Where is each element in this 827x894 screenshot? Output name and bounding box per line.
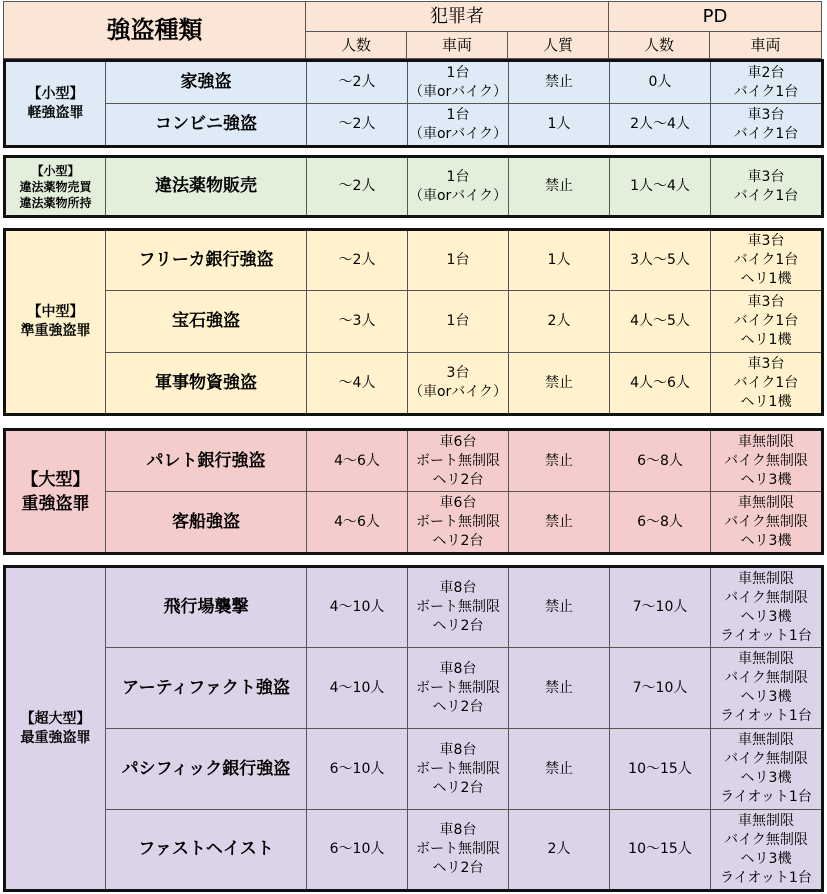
- criminal-people: 〜3人: [307, 291, 408, 353]
- pd-people: 4人〜5人: [610, 291, 711, 353]
- criminal-vehicle: 車8台 ボート無制限 ヘリ2台: [408, 567, 509, 648]
- pd-vehicle: 車3台 バイク1台 ヘリ1機: [711, 230, 823, 291]
- robbery-name: 飛行場襲撃: [106, 567, 307, 648]
- criminal-people: 〜2人: [307, 104, 408, 147]
- category-label: 【小型】 違法薬物売買 違法薬物所持: [5, 157, 106, 217]
- pd-people: 7〜10人: [610, 567, 711, 648]
- hostage: 禁止: [509, 729, 610, 810]
- robbery-name: アーティファクト強盗: [106, 648, 307, 729]
- pd-people: 10〜15人: [610, 810, 711, 891]
- pd-people: 6〜8人: [610, 430, 711, 492]
- pd-people: 1人〜4人: [610, 157, 711, 217]
- pd-vehicle: 車無制限 バイク無制限 ヘリ3機 ライオット1台: [711, 648, 823, 729]
- section-drugs: [3, 155, 824, 218]
- robbery-name: 宝石強盗: [106, 291, 307, 353]
- criminal-people: 4〜6人: [307, 492, 408, 554]
- criminal-people: 〜2人: [307, 157, 408, 217]
- col-pd-people: 人数: [609, 32, 710, 59]
- section-medium-robbery: [3, 228, 824, 416]
- table-title: 強盗種類: [4, 2, 306, 59]
- category-label: 【大型】 重強盗罪: [5, 430, 106, 554]
- robbery-name: フリーカ銀行強盗: [106, 230, 307, 291]
- hostage: 禁止: [509, 492, 610, 554]
- hostage: 1人: [509, 104, 610, 147]
- category-label: 【小型】 軽強盗罪: [5, 61, 106, 147]
- criminal-vehicle: 車8台 ボート無制限 ヘリ2台: [408, 648, 509, 729]
- group-pd: PD: [609, 2, 822, 32]
- criminal-vehicle: 1台: [408, 230, 509, 291]
- robbery-name: パシフィック銀行強盗: [106, 729, 307, 810]
- robbery-name: 家強盗: [106, 61, 307, 104]
- section-large-robbery: [3, 428, 824, 555]
- robbery-name: 違法薬物販売: [106, 157, 307, 217]
- criminal-people: 6〜10人: [307, 810, 408, 891]
- group-criminal: 犯罪者: [306, 2, 609, 32]
- robbery-name: 客船強盗: [106, 492, 307, 554]
- hostage: 禁止: [509, 567, 610, 648]
- col-people: 人数: [306, 32, 407, 59]
- criminal-vehicle: 3台 （車orバイク）: [408, 353, 509, 415]
- section-small-robbery: [3, 59, 824, 148]
- pd-vehicle: 車2台 バイク1台: [711, 61, 823, 104]
- pd-vehicle: 車3台 バイク1台: [711, 104, 823, 147]
- robbery-name: パレト銀行強盗: [106, 430, 307, 492]
- robbery-name: コンビニ強盗: [106, 104, 307, 147]
- criminal-people: 〜2人: [307, 61, 408, 104]
- hostage: 1人: [509, 230, 610, 291]
- pd-people: 10〜15人: [610, 729, 711, 810]
- hostage: 禁止: [509, 353, 610, 415]
- robbery-name: ファストヘイスト: [106, 810, 307, 891]
- criminal-people: 〜4人: [307, 353, 408, 415]
- hostage: 禁止: [509, 61, 610, 104]
- criminal-vehicle: 車6台 ボート無制限 ヘリ2台: [408, 430, 509, 492]
- pd-vehicle: 車3台 バイク1台: [711, 157, 823, 217]
- pd-people: 2人〜4人: [610, 104, 711, 147]
- hostage: 禁止: [509, 157, 610, 217]
- criminal-vehicle: 1台 （車orバイク）: [408, 104, 509, 147]
- hostage: 禁止: [509, 430, 610, 492]
- pd-vehicle: 車無制限 バイク無制限 ヘリ3機: [711, 492, 823, 554]
- criminal-vehicle: 1台: [408, 291, 509, 353]
- criminal-people: 4〜10人: [307, 648, 408, 729]
- pd-people: 6〜8人: [610, 492, 711, 554]
- hostage: 2人: [509, 810, 610, 891]
- category-label: 【超大型】 最重強盗罪: [5, 567, 106, 891]
- hostage: 2人: [509, 291, 610, 353]
- pd-vehicle: 車無制限 バイク無制限 ヘリ3機: [711, 430, 823, 492]
- criminal-vehicle: 1台 （車orバイク）: [408, 157, 509, 217]
- criminal-vehicle: 1台 （車orバイク）: [408, 61, 509, 104]
- pd-people: 4人〜6人: [610, 353, 711, 415]
- pd-people: 7〜10人: [610, 648, 711, 729]
- criminal-people: 4〜10人: [307, 567, 408, 648]
- criminal-vehicle: 車8台 ボート無制限 ヘリ2台: [408, 810, 509, 891]
- criminal-people: 6〜10人: [307, 729, 408, 810]
- pd-people: 3人〜5人: [610, 230, 711, 291]
- section-extra-large-robbery: [3, 565, 824, 892]
- col-hostage: 人質: [508, 32, 609, 59]
- hostage: 禁止: [509, 648, 610, 729]
- table-header: [3, 1, 822, 59]
- pd-vehicle: 車3台 バイク1台 ヘリ1機: [711, 353, 823, 415]
- category-label: 【中型】 準重強盗罪: [5, 230, 106, 415]
- pd-vehicle: 車3台 バイク1台 ヘリ1機: [711, 291, 823, 353]
- robbery-name: 軍事物資強盗: [106, 353, 307, 415]
- criminal-vehicle: 車8台 ボート無制限 ヘリ2台: [408, 729, 509, 810]
- pd-vehicle: 車無制限 バイク無制限 ヘリ3機 ライオット1台: [711, 567, 823, 648]
- criminal-people: 〜2人: [307, 230, 408, 291]
- pd-vehicle: 車無制限 バイク無制限 ヘリ3機 ライオット1台: [711, 810, 823, 891]
- pd-people: 0人: [610, 61, 711, 104]
- col-vehicle: 車両: [407, 32, 508, 59]
- pd-vehicle: 車無制限 バイク無制限 ヘリ3機 ライオット1台: [711, 729, 823, 810]
- col-pd-vehicle: 車両: [710, 32, 822, 59]
- criminal-vehicle: 車6台 ボート無制限 ヘリ2台: [408, 492, 509, 554]
- criminal-people: 4〜6人: [307, 430, 408, 492]
